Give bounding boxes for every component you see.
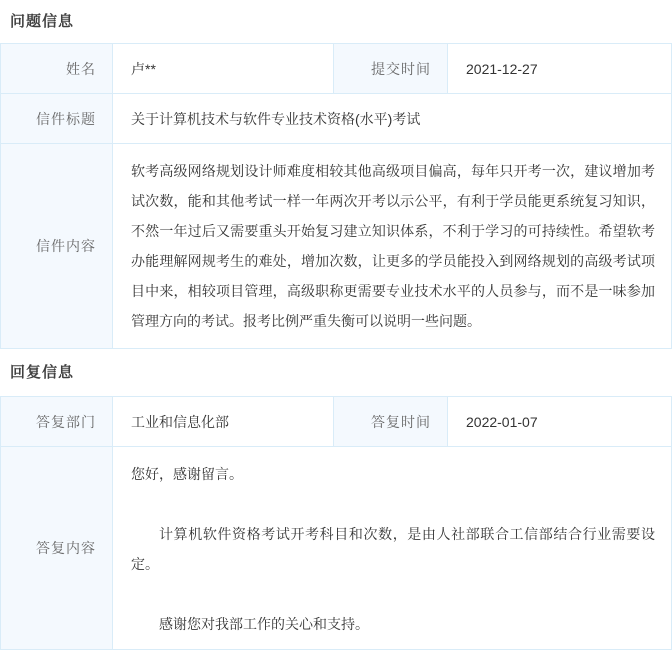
question-content-value: 软考高级网络规划设计师难度相较其他高级项目偏高，每年只开考一次，建议增加考试次数，能和其他考试一样一年两次开考以示公平，有利于学员能更系统复习知识，不然一年过后又需要重头开始复习建立知识体系，不利于学习的可持续性。希望软考办能理解网规考生的难处，增加次数，让更多的学员能投入到网络规划的高级考试项目中来，相较项目管理，高级职称更需要专业技术水平的人员参与，而不是一味参加管理方向的考试。报考比例严重失衡可以说明一些问题。 [113,144,672,349]
reply-content-label: 答复内容 [1,447,113,650]
dept-label: 答复部门 [1,397,113,447]
name-label: 姓名 [1,44,113,94]
subject-label: 信件标题 [1,94,113,144]
reply-content-value [113,447,672,650]
question-row-name-time [1,44,672,94]
reply-info-table [0,396,672,650]
reply-section [0,349,672,650]
reply-row-content [1,447,672,650]
submit-time-value: 2021-12-27 [448,44,672,94]
reply-paragraph-greeting: 您好，感谢留言。 [131,466,243,482]
question-section-title: 问题信息 [10,13,75,30]
question-content-label: 信件内容 [1,144,113,349]
submit-time-label: 提交时间 [334,44,448,94]
dept-value: 工业和信息化部 [113,397,334,447]
question-row-subject [1,94,672,144]
question-info-table [0,43,672,349]
reply-time-value: 2022-01-07 [448,397,672,447]
reply-paragraph-thanks: 感谢您对我部工作的关心和支持。 [159,616,369,632]
question-row-content [1,144,672,349]
reply-row-dept-time [1,397,672,447]
reply-time-label: 答复时间 [334,397,448,447]
reply-section-title: 回复信息 [10,364,75,381]
name-value: 卢** [113,44,334,94]
reply-paragraph-answer: 计算机软件资格考试开考科目和次数，是由人社部联合工信部结合行业需要设定。 [131,526,655,572]
subject-value: 关于计算机技术与软件专业技术资格(水平)考试 [113,94,672,144]
